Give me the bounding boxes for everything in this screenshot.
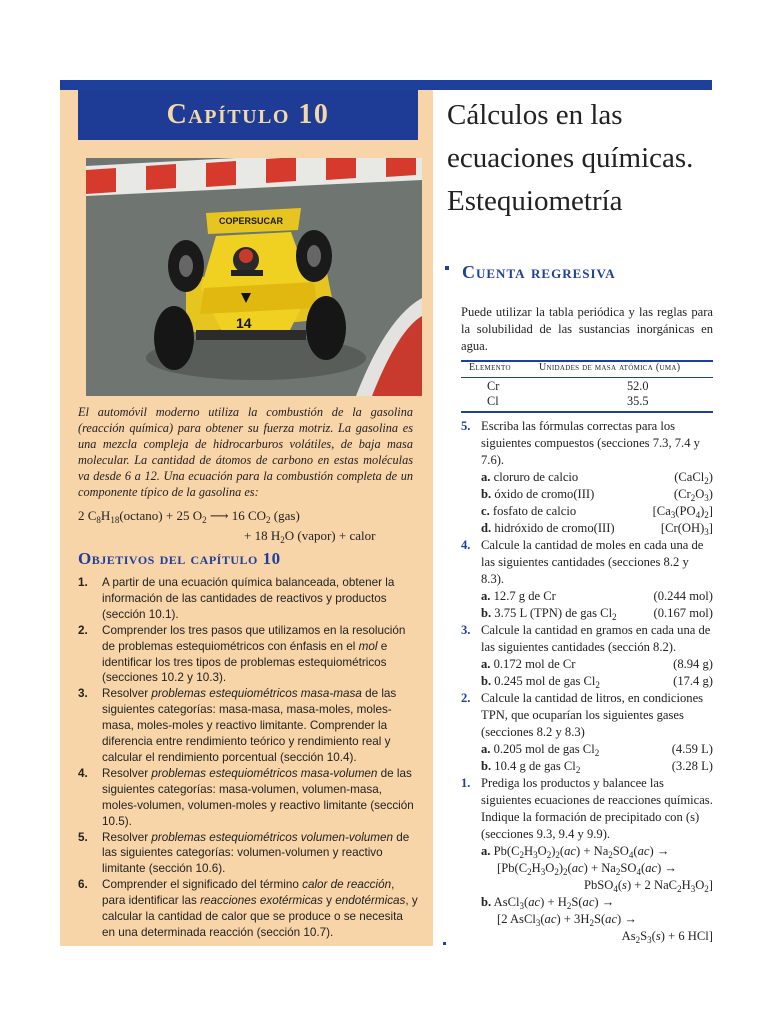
race-car-photo — [86, 158, 422, 396]
question-item: a. cloruro de calcio (CaCl$_2$) — [481, 470, 713, 486]
question-item: a. 12.7 g de Cr (0.244 mol) — [481, 589, 713, 603]
objectives-list — [78, 575, 418, 941]
page-title: Cálculos en las ecuaciones químicas. Estequiometría — [447, 99, 694, 217]
table-header: Elemento — [469, 362, 511, 373]
objective-item: 5. Resolver problemas estequiométricos volumen-volumen de las siguientes categorías: volumen-volumen y reactivo limitante (sección 10.6). — [78, 830, 410, 876]
sponsor-text: COPERSUCAR — [219, 216, 284, 226]
cuenta-intro: Puede utilizar la tabla periódica y las reglas para la solubilidad de las sustancias inorgánicas en agua. — [461, 305, 713, 353]
question-item: a. 0.205 mol de gas $Cl_2$ (4.59 L) — [481, 742, 713, 758]
question-item: b. AsCl$_3$(ac) + $H_2S(ac)$ → — [481, 895, 615, 911]
question-5: 5. Escriba las fórmulas correctas para los siguientes compuestos (secciones 7.3, 7.4 y 7.6). — [461, 419, 700, 467]
objective-item: 2. Comprender los tres pasos que utilizamos en la resolución de problemas estequiométricos con énfasis en el mol e identificar los tres tipos de problemas estequiométricos (secciones 10.2 y 10.3). — [78, 623, 406, 685]
objective-item: 6. Comprender el significado del término calor de reacción, para identificar las reacciones exotérmicas y endotérmicas, y calcular la cantidad de calor que se produce o se necesita en una determinada reacción (sección 10.7). — [78, 878, 418, 939]
section-marker — [445, 266, 449, 270]
question-item: c. fosfato de calcio $[Ca_3(PO_4)_2]$ — [481, 504, 713, 520]
question-item: b. 10.4 g de gas $Cl_2$ (3.28 L) — [481, 759, 713, 775]
countdown-questions — [461, 418, 713, 945]
objectives-title: Objetivos del capítulo 10 — [78, 549, 281, 568]
question-item: d. hidróxido de cromo(III) $[Cr(OH)_3]$ — [481, 521, 713, 537]
reaction-line: PbSO$_4$(s) + 2 $NaC_2H_3O_2$] — [583, 878, 713, 894]
table-cell: Cl — [487, 394, 499, 408]
reaction-line: [$Pb(C_2H_3O_2)_2(ac) + Na_2SO_4(ac)$ → — [497, 861, 678, 877]
question-item: a. $Pb(C_2H_3O_2)_2(ac) + Na_2SO_4(ac)$ → — [481, 844, 670, 860]
question-1: 1. Prediga los productos y balancee las siguientes ecuaciones de reacciones químicas. Indique la formación de precipitado con (s) (secciones 9.3, 9.4 y 9.9). — [461, 776, 713, 841]
car-number: 14 — [236, 315, 252, 331]
reaction-line: $As_2S_3(s) + 6$ HCl] — [621, 929, 713, 945]
chapter-label: Capítulo 10 — [166, 99, 330, 130]
header-rule — [60, 80, 712, 90]
table-cell: 52.0 — [627, 379, 649, 393]
question-3: 3. Calcule la cantidad en gramos en cada una de las siguientes cantidades (sección 8.2). — [461, 623, 711, 654]
question-4: 4. Calcule la cantidad de moles en cada una de las siguientes cantidades (secciones 8.2 y 8.3). — [461, 538, 704, 586]
reaction-line: [2 AsCl$_3$(ac) + $3H_2S(ac)$ → — [497, 912, 637, 928]
question-item: b. 0.245 mol de gas $Cl_2$ (17.4 g) — [481, 674, 713, 690]
table-cell: 35.5 — [627, 394, 649, 408]
question-item: a. 0.172 mol de Cr (8.94 g) — [481, 657, 713, 671]
section-marker — [443, 942, 446, 945]
objective-item: 3. Resolver problemas estequiométricos masa-masa de las siguientes categorías: masa-masa, masa-moles, moles-masa, moles-moles y reactivo limitante. Comprender la diferencia entre rendimiento teórico y rendimiento real y calcular el rendimiento porcentual (sección 10.4). — [78, 687, 397, 764]
photo-caption: El automóvil moderno utiliza la combustión de la gasolina (reacción química) para obtener su fuerza motriz. La gasolina es una mezcla compleja de hidrocarburos volátiles, de baja masa molecular. La cantidad de átomos de carbono en estas moléculas va desde 6 a 12. Una ecuación para la combustión completa de un componente típico de la gasolina es: — [78, 405, 413, 500]
table-cell: Cr — [487, 379, 500, 393]
objective-item: 4. Resolver problemas estequiométricos masa-volumen de las siguientes categorías: masa-volumen, volumen-masa, moles-volumen, volumen-moles y reactivo limitante (sección 10.5). — [78, 766, 414, 828]
question-item: b. 3.75 L (TPN) de gas $Cl_2$ (0.167 mol) — [481, 606, 713, 622]
cuenta-regresiva-title: Cuenta regresiva — [462, 262, 616, 282]
table-header: Unidades de masa atómica (uma) — [539, 362, 681, 373]
question-item: b. óxido de cromo(III) $(Cr_2O_3)$ — [481, 487, 713, 503]
question-2: 2. Calcule la cantidad de litros, en condiciones TPN, que ocuparían los siguientes gases (secciones 8.2 y 8.3) — [461, 691, 704, 739]
objective-item: 1. A partir de una ecuación química balanceada, obtener la información de las cantidades de reactivos y productos (sección 10.1). — [78, 576, 395, 621]
